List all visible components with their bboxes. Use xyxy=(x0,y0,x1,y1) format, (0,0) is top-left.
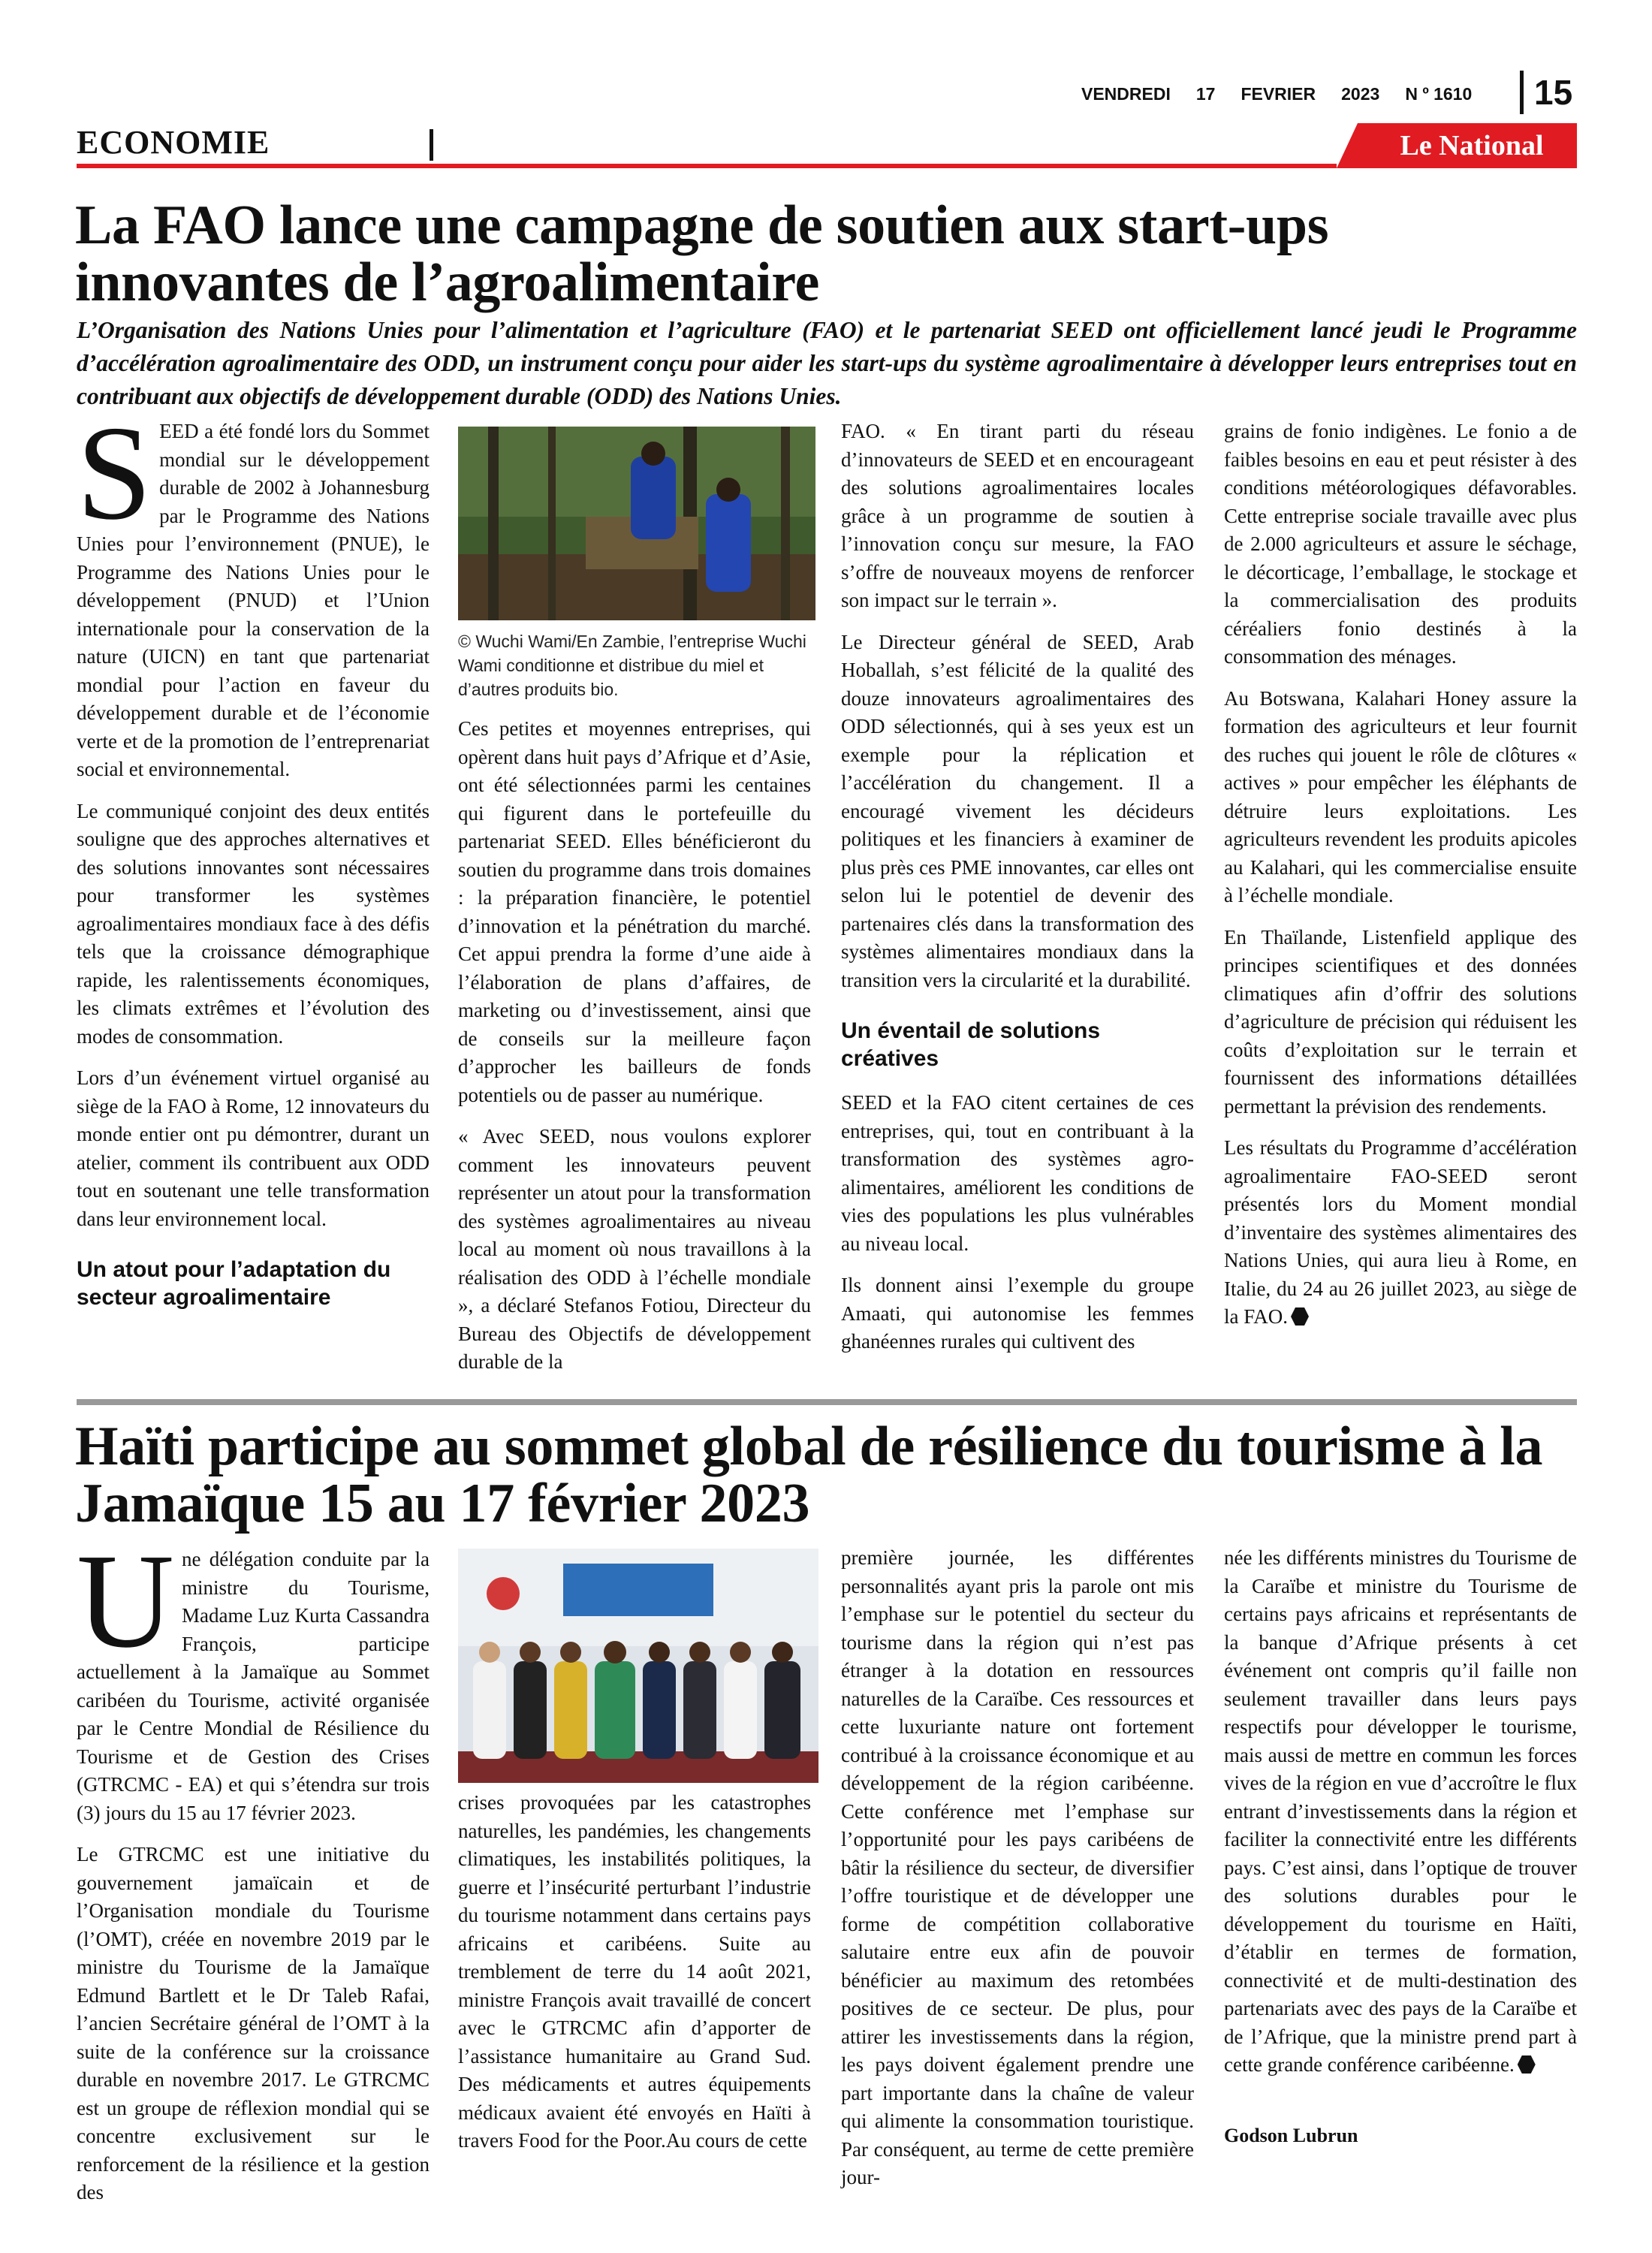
article-1-photo-caption: © Wuchi Wami/En Zambie, l’entreprise Wuchi Wami conditionne et distribue du miel et d’autres produits bio. xyxy=(458,632,806,699)
article-1-paragraph: SEED et la FAO citent certaines de ces entreprises, qui, tout en contribuant à la transformation des systèmes agro-alimentaires, améliorent les conditions de vies des populations les plus vulnérables au niveau local. xyxy=(841,1091,1194,1255)
article-2-paragraph: ne délégation conduite par la ministre du Tourisme, Madame Luz Kurta Cassandra François, participe actuellement à la Jamaïque au Sommet caribéen du Tourisme, activité organisée par le Centre Mondial de Résilience du Tourisme et de Gestion des Crises (GTRCMC - EA) et qui s’étendra sur trois (3) jours du 15 au 17 février 2023. xyxy=(77,1548,430,1824)
article-2-column-1 xyxy=(77,1526,430,2221)
page-number: 15 xyxy=(1520,71,1572,114)
header-rule xyxy=(77,164,1337,168)
end-mark-icon xyxy=(1291,1307,1309,1326)
article-2-column-4 xyxy=(1224,1544,1577,2163)
article-1-paragraph: Ces petites et moyennes entreprises, qui opèrent dans huit pays d’Afrique et d’Asie, ont été sélectionnées parmi les centaines qui figurent dans le portefeuille du partenariat SEED. Elles bénéficieront du soutien du programme dans trois domaines : la préparation financière, le potentiel d’innovation et la pénétration du marché. Cet appui prendra la forme d’une aide à l’élaboration de plans d’affaires, de marketing ou d’investissement, ainsi que de conseils sur la meilleure façon d’approcher les bailleurs de fonds potentiels ou de passer au numérique. xyxy=(458,717,811,1106)
newspaper-name: Le National xyxy=(1400,130,1544,161)
issue-date-number: 17 xyxy=(1195,84,1216,104)
article-1-column-2 xyxy=(458,715,811,1390)
article-1-column-4 xyxy=(1224,418,1577,1345)
end-mark-icon xyxy=(1518,2055,1536,2074)
delegation-photo xyxy=(458,1549,818,1783)
article-1-paragraph: Le Directeur général de SEED, Arab Hoballah, s’est félicité de la qualité des douze innovateurs agroalimentaires des ODD sélectionnés, qui à ses yeux est un exemple pour la réplication et l’accélération du changement. Il a encouragé vivement les décideurs politiques et les financiers à examiner de plus près ces PME innovantes, car elles ont selon lui le potentiel de devenir des partenaires clés dans la transformation des systèmes alimentaires mondiaux dans la transition vers la circularité et la durabilité. xyxy=(841,630,1194,991)
article-1-paragraph: Le communiqué conjoint des deux entités souligne que des approches alternatives et des solutions innovantes sont nécessaires pour transformer les systèmes agroalimentaires mondiaux face à des défis tels que la croissance démographique rapide, les ralentissements économiques, les climats extrêmes et l’évolution des modes de consommation. xyxy=(77,799,430,1048)
article-1-paragraph: Lors d’un événement virtuel organisé au siège de la FAO à Rome, 12 innovateurs du monde entier ont pu démontrer, durant un atelier, comment ils contribuent aux ODD tout en soutenant une telle transformation dans leur environnement local. xyxy=(77,1066,430,1230)
article-2-photo xyxy=(458,1549,818,1783)
article-1-dropcap: S xyxy=(77,398,152,547)
article-1-paragraph: En Thaïlande, Listenfield applique des principes scientifiques et des données climatiques afin d’offrir des solutions d’agriculture de précision qui réduisent les coûts d’exploitation sur le terrain et fournissent des informations détaillées permettant la prévision des rendements. xyxy=(1224,925,1577,1117)
article-2-paragraph: Le GTRCMC est une initiative du gouvernement jamaïcain et de l’Organisation mondiale du Tourisme (l’OMT), créée en novembre 2019 par le ministre du Tourisme de la Jamaïque Edmund Bartlett et le Dr Taleb Rafai, l’ancien Secrétaire général de l’OMT à la suite de la conférence sur la croissance durable en novembre 2017. Le GTRCMC est un groupe de réflexion mondial qui se concentre exclusivement sur le renforcement de la résilience et la gestion des xyxy=(77,1843,430,2203)
article-1-paragraph: « Avec SEED, nous voulons explorer comment les innovateurs peuvent représenter un atout pour la transformation des systèmes agroalimentaires au niveau local au moment où nous travaillons à la réalisation des ODD à l’échelle mondiale », a déclaré Stefanos Fotiou, Directeur du Bureau des Objectifs de développement durable de la xyxy=(458,1125,811,1373)
article-1-paragraph: grains de fonio indigènes. Le fonio a de faibles besoins en eau et peut résister à des conditions météorologiques défavorables. Cette entreprise sociale travaille avec plus de 2.000 agriculteurs et assure le séchage, le décorticage, l’emballage, le stockage et la commercialisation des produits céréaliers fonio destinés à la consommation des ménages. xyxy=(1224,420,1577,668)
article-1-paragraph: Au Botswana, Kalahari Honey assure la formation des agriculteurs et leur fournit des ruches qui jouent le rôle de clôtures « actives » pour empêcher les éléphants de détruire leurs exploitations. Les agriculteurs revendent les produits apicoles au Kalahari, qui les commercialise ensuite à l’échelle mondiale. xyxy=(1224,686,1577,906)
article-1-headline: La FAO lance une campagne de soutien aux start-ups innovantes de l’agroalimentaire xyxy=(75,195,1329,313)
article-2-byline: Godson Lubrun xyxy=(1224,2124,1358,2146)
article-1-paragraph: FAO. « En tirant parti du réseau d’innovateurs de SEED et en encourageant des solutions agroalimentaires locales grâce à un programme de soutien à l’innovation conçu sur mesure, la FAO s’offre de nouveaux moyens de renforcer son impact sur le terrain ». xyxy=(841,420,1194,611)
issue-date xyxy=(1081,84,1517,114)
article-1-lede: L’Organisation des Nations Unies pour l’alimentation et l’agriculture (FAO) et le partenariat SEED ont officiellement lancé jeudi le Programme d’accélération agroalimentaire des ODD, un instrument conçu pour aider les start-ups du système agroalimentaire à développer leurs entreprises tout en contribuant aux objectifs de développement durable (ODD) des Nations Unies. xyxy=(77,317,1577,409)
article-1-subheading: Un éventail de solutions créatives xyxy=(841,1018,1101,1071)
article-2-dropcap: U xyxy=(77,1526,174,1675)
issue-number: N º 1610 xyxy=(1405,84,1473,104)
article-1-subheading: Un atout pour l’adaptation du secteur agroalimentaire xyxy=(77,1257,391,1310)
issue-day: VENDREDI xyxy=(1081,84,1171,104)
issue-month: FEVRIER xyxy=(1241,84,1316,104)
section-divider xyxy=(430,129,433,161)
issue-year: 2023 xyxy=(1341,84,1380,104)
article-2-headline: Haïti participe au sommet global de résilience du tourisme à la Jamaïque 15 au 17 février 2023 xyxy=(75,1416,1543,1534)
beekeepers-photo xyxy=(458,427,815,620)
article-2-paragraph: née les différents ministres du Tourisme de la Caraïbe et ministre du Tourisme de certains pays africains et représentants de la banque d’Afrique présents à cet événement ont compris qu’il faille non seulement travailler dans leurs pays respectifs pour développer le tourisme, mais aussi de mettre en commun les forces vives de la région en vue d’accroître le flux entrant d’investissements dans la région et faciliter la connectivité entre les différents pays. C’est ainsi, dans l’optique de trouver des solutions durables pour le développement du tourisme en Haïti, d’établir en termes de formation, connectivité et de multi-destination des partenariats avec des pays de la Caraïbe et de l’Afrique, que la ministre prend part à cette grande conférence caribéenne. xyxy=(1224,1546,1577,2076)
article-2-paragraph: crises provoquées par les catastrophes naturelles, les pandémies, les changements climatiques, les instabilités politiques, la guerre et l’insécurité perturbant l’industrie du tourisme notamment dans certains pays africains et caribéens. Suite au tremblement de terre du 14 août 2021, ministre François avait travaillé de concert avec le GTRCMC afin d’apporter de l’assistance humanitaire au Grand Sud. Des médicaments et autres équipements médicaux avaient été envoyés en Haïti à travers Food for the Poor.Au cours de cette xyxy=(458,1791,811,2152)
section-title: ECONOMIE xyxy=(77,124,270,161)
article-2-column-2 xyxy=(458,1789,811,2169)
article-1-paragraph: EED a été fondé lors du Sommet mondial sur le développement durable de 2002 à Johannesburg par le Programme des Nations Unies pour l’environnement (PNUE), le Programme des Nations Unies pour le développement (PNUD) et l’Union internationale pour la conservation de la nature (UICN) en tant que partenariat mondial pour l’action en faveur du développement durable et de l’économie verte et de la promotion de l’entreprenariat social et environnemental. xyxy=(77,420,430,780)
article-1-column-3 xyxy=(841,418,1194,1370)
article-1-photo xyxy=(458,427,815,620)
article-1-paragraph: Les résultats du Programme d’accélération agroalimentaire FAO-SEED seront présentés lors du Moment mondial d’inventaire des systèmes alimentaires des Nations Unies, qui aura lieu à Rome, en Italie, du 24 au 26 juillet 2023, au siège de la FAO. xyxy=(1224,1136,1577,1328)
article-2-paragraph: première journée, les différentes personnalités ayant pris la parole ont mis l’emphase sur le potentiel du secteur du tourisme dans la région qui n’est pas étranger à la dotation en ressources naturelles de la Caraïbe. Ces ressources et cette luxuriante nature ont fortement contribué à la croissance économique et au développement de la région caribéenne. Cette conférence met l’emphase sur l’opportunité pour les pays caribéens de bâtir la résilience du secteur, de diversifier l’offre touristique et de développer une forme de compétition collaborative salutaire entre eux afin de pouvoir bénéficier au maximum des retombées positives de ce secteur. De plus, pour attirer les investissements dans la région, les pays doivent également prendre une part importante dans la chaîne de valeur qui alimente la consommation touristique. Par conséquent, au terme de cette première jour- xyxy=(841,1546,1194,2188)
article-2-column-3 xyxy=(841,1544,1194,2206)
article-1-column-1 xyxy=(77,398,430,1328)
article-1-paragraph: Ils donnent ainsi l’exemple du groupe Amaati, qui autonomise les femmes ghanéennes rurales qui cultivent des xyxy=(841,1274,1194,1353)
article-divider xyxy=(77,1399,1577,1405)
